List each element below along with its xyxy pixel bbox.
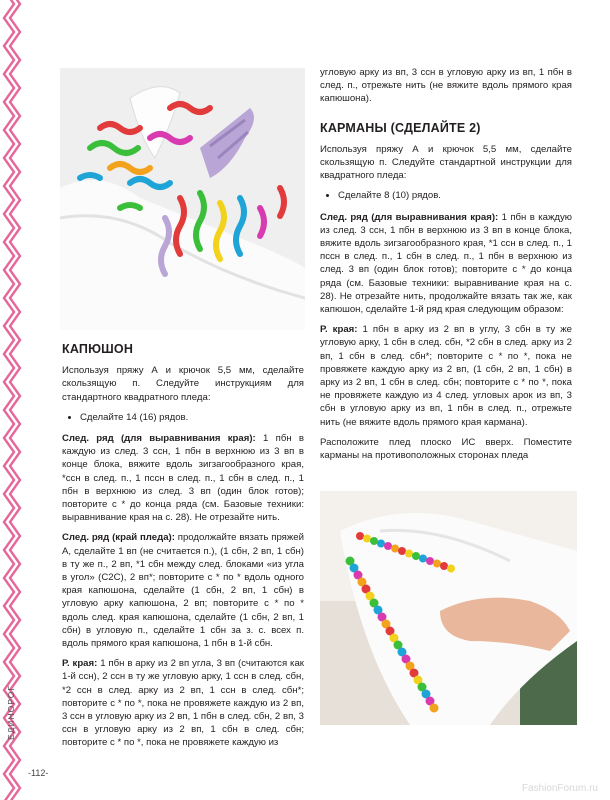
border-bead: [440, 562, 448, 570]
border-bead: [419, 555, 427, 563]
hood-paragraph-edge-row: [62, 657, 304, 749]
pockets-heading: КАРМАНЫ (СДЕЛАЙТЕ 2): [320, 120, 481, 135]
label: След. ряд (для выравнивания края):: [62, 433, 256, 445]
text: 1 пбн в каждую из след. 3 ссн, 1 пбн в верхнюю из 3 вп в конце блока, вяжите вдоль зигзагообразного края, *1 ссн в след. п., 1 пссн в след. п., 1 сбн в след. п., 1 пбн в верхнюю из след. 3 вп (один блок готов); повторите с * до конца ряда (см. Базовые техники: выравнивание края на с. 28). Не отрезайте нить, продолжайте вязать так же, как капюшон, сделайте 1-й ряд края следующим образом:: [320, 211, 572, 316]
pockets-paragraph-placement: Расположите плед плоско ИС вверх. Поместите карманы на противоположных сторонах пледа: [320, 436, 572, 462]
text: 1 пбн в арку из 2 вп в углу, 3 сбн в ту же угловую арку, 1 сбн в след. сбн, *2 сбн в след. арку из 2 вп, 1 сбн в след. сбн*; повторите с * по *, пока не провяжете каждую арку из 2 вп, (1 сбн, 2 вп, 1 сбн) в арку из 2 вп, 1 сбн в след. сбн; повторите с * по *, пока не провяжете каждую из 4 след. угловых арок из вп, 3 сбн в угловую арку из вп, 1 пбн в след. п., отрежьте нить (не вяжите вдоль прямого края кармана).: [320, 324, 572, 428]
label: Р. края:: [62, 658, 98, 670]
pockets-intro: Используя пряжу А и крючок 5,5 мм, сделайте скользящую п. Следуйте стандартной инструкции для квадратного пледа:: [320, 143, 572, 182]
label: Р. края:: [320, 324, 358, 336]
border-bead: [356, 532, 364, 540]
page-number: -112-: [28, 768, 49, 778]
hood-intro: Используя пряжу А и крючок 5,5 мм, сделайте скользящую п. Следуйте инструкциям для стандартного квадратного пледа:: [62, 365, 304, 403]
pockets-bullet-list: [320, 189, 572, 202]
border-bead: [377, 540, 385, 548]
border-bead: [447, 565, 455, 573]
hood-paragraph-edge-align: [62, 432, 304, 524]
border-bead: [433, 560, 441, 568]
left-column: [62, 343, 304, 757]
label: След. ряд (для выравнивания края):: [320, 211, 499, 223]
border-bead: [405, 550, 413, 558]
border-bead: [363, 535, 371, 543]
right-column: [320, 66, 572, 469]
hood-bullet: • Сделайте 14 (16) рядов.: [80, 411, 304, 424]
label: След. ряд (край пледа):: [62, 532, 175, 544]
border-bead: [426, 557, 434, 565]
hood-paragraph-blanket-edge: [62, 531, 304, 650]
hood-bullet-list: [62, 411, 304, 424]
section-label: ЕДИНОРОГ: [6, 685, 16, 740]
blanket-pocket-photo: [320, 491, 577, 725]
pockets-paragraph-edge-row: [320, 323, 572, 429]
text: продолжайте вязать пряжей А, сделайте 1 вп (не считается п.), (1 сбн, 2 вп, 1 сбн) в ту же п., 2 вп, *1 сбн между след. блоками «из угла в угол» (С2С), 2 вп*; повторите с * по * вдоль одного края капюшона, сделайте (1 сбн, 2 вп, 1 сбн) в угловую арку капюшона, 2 вп; повторите с * по * вдоль след. края капюшона, сделайте (1 сбн, 2 вп, 1 сбн) в угловую п., сделайте 1 сбн за з. с. всех п. вдоль прямого края капюшона, 1 пбн в 1-й сбн.: [62, 532, 304, 650]
text: 1 пбн в арку из 2 вп угла, 3 вп (считаются как 1-й ссн), 2 ссн в ту же угловую арку, 1 ссн в след. сбн, *2 ссн в след. арку из 2 вп, 1 ссн в след. сбн*; повторите с * по *, пока не провяжете каждую из 2 вп, 3 ссн в угловую арку из 2 вп, 1 пбн в след. сбн, 2 вп, 3 ссн в угловую арку из 2 вп, 1 сбн в след. сбн; повторите с * по *, пока не провяжете каждую из: [62, 658, 304, 749]
border-bead: [370, 537, 378, 545]
pockets-bullet: • Сделайте 8 (10) рядов.: [338, 189, 572, 202]
border-bead: [412, 552, 420, 560]
pockets-paragraph-edge-align: [320, 211, 572, 317]
border-bead: [391, 545, 399, 553]
watermark: FashionForum.ru: [521, 783, 598, 794]
border-bead: [398, 547, 406, 555]
hood-heading: КАПЮШОН: [62, 342, 134, 356]
border-bead: [430, 704, 439, 713]
text: 1 пбн в каждую из след. 3 ссн, 1 пбн в верхнюю из 3 вп в конце блока, вяжите вдоль зигзагообразного края, *ссн в след. п., 1 пссн в след. п., 1 сбн в след. п., 1 пбн в верхнюю из след. 3 вп (один блок готов); повторите с * до конца ряда (см. Базовые техники: выравнивание края на с. 28). Не отрезайте нить.: [62, 433, 304, 524]
continuation-text: угловую арку из вп, 3 ссн в угловую арку из вп, 1 пбн в след. п., отрежьте нить (не вяжите вдоль прямого края капюшона).: [320, 67, 572, 105]
border-bead: [384, 542, 392, 550]
unicorn-hood-photo: [60, 68, 305, 330]
